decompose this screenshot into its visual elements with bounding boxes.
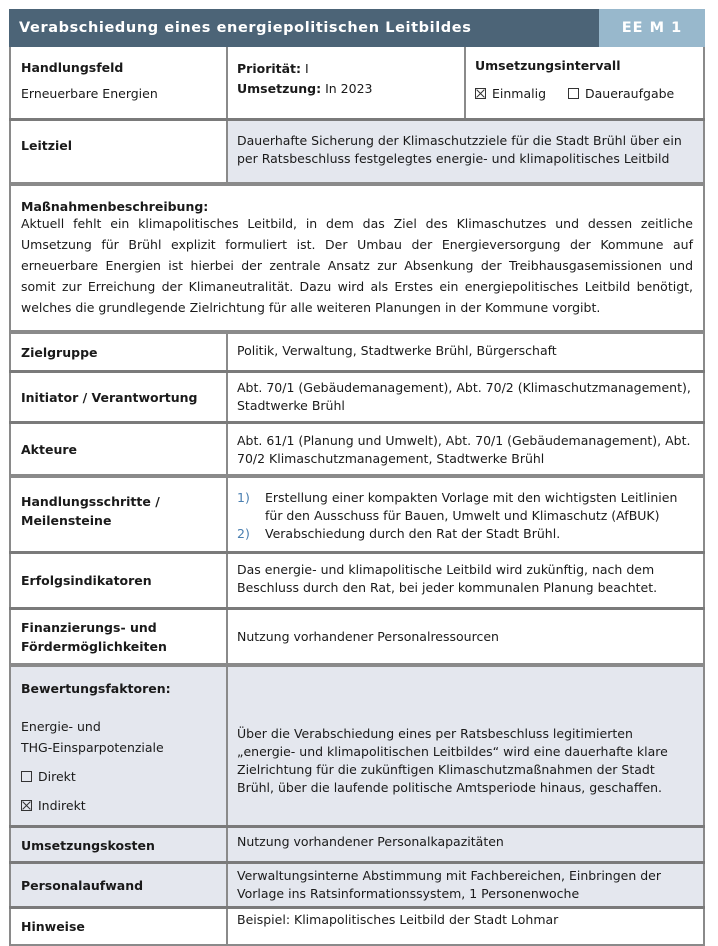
daueraufgabe-checkbox[interactable] [568,88,579,99]
list-item-number: 1) [237,490,250,505]
list-item-text: Erstellung einer kompakten Vorlage mit den wichtigsten Leitlinien für den Ausschuss für Bauen, Umwelt und Klimaschutz (AfBUK) [265,490,678,523]
initiator-text: Abt. 70/1 (Gebäudemanagement), Abt. 70/2 (Klimaschutzmanagement), Stadtwerke Brühl [237,380,691,413]
row-personalaufwand [9,864,705,906]
row-handlungsschritte [9,478,705,551]
leitziel-text: Dauerhafte Sicherung der Klimaschutzziele für die Stadt Brühl über ein per Ratsbeschluss festgelegtes energie- und klimapolitisches Leitbild [237,133,682,166]
initiator-label: Initiator / Verantwortung [21,389,198,405]
row-akteure [9,424,705,474]
indirekt-option [21,797,216,815]
leitziel-label: Leitziel [21,138,73,153]
hinweise-label: Hinweise [21,919,85,934]
schritte-list [237,489,694,543]
prioritaet-line [237,60,455,78]
list-item-text: Verabschiedung durch den Rat der Stadt Brühl. [265,526,561,541]
finanzierung-label-line1: Finanzierungs- und [21,620,157,635]
akteure-label: Akteure [21,441,77,457]
indirekt-checkbox[interactable] [21,800,32,811]
direkt-option [21,768,216,786]
sheet-header [9,9,705,47]
erfolg-text: Das energie- und klimapolitische Leitbild wird zukünftig, nach dem Beschluss durch den Rat, bei jeder kommunalen Planung beachtet. [237,562,658,595]
daueraufgabe-label: Daueraufgabe [584,86,675,101]
umsetzung-value: In 2023 [325,81,373,96]
row-overview [9,47,705,118]
beschreibung-text: Aktuell fehlt ein klimapolitisches Leitbild, in dem das Ziel des Klimaschutzes und dessen zeitliche Umsetzung für Brühl explizit formuliert ist. Der Umbau der Energieversorgung der Kommune auf erneuerbare Energien ist hierbei der zentrale Ansatz zur Absenkung der Treibhausgasemissionen und somit zur Erreichung der Klimaneutralität. Dazu wird als Erstes ein energiepolitisches Leitbild benötigt, welches die grundlegende Zielrichtung für alle weiteren Planungen in der Kommune vorgibt. [21,216,693,315]
bewertung-sub-line2: THG-Einsparpotenziale [21,740,164,755]
row-finanzierung [9,610,705,663]
handlungsfeld-value: Erneuerbare Energien [21,86,158,101]
list-item [237,525,694,543]
prioritaet-value: I [305,61,309,76]
hinweise-text: Beispiel: Klimapolitisches Leitbild der Stadt Lohmar [237,912,559,927]
direkt-label: Direkt [38,769,76,784]
row-erfolgsindikatoren [9,554,705,607]
finanzierung-label-line2: Fördermöglichkeiten [21,639,167,654]
handlungsfeld-label: Handlungsfeld [21,60,124,75]
kosten-text: Nutzung vorhandener Personalkapazitäten [237,834,504,849]
personal-text: Verwaltungsinterne Abstimmung mit Fachbereichen, Einbringen der Vorlage ins Ratsinformationssystem, 1 Personenwoche [237,868,662,901]
personal-label: Personalaufwand [21,877,144,893]
bewertung-text: Über die Verabschiedung eines per Ratsbeschluss legitimierten „energie- und klimapolitischen Leitbildes“ wird eine dauerhafte klare Zielrichtung für die zukünftigen Klimaschutzmaßnahmen der Stadt Brühl, über die laufende politische Amtsperiode hinaus, geschaffen. [237,726,668,795]
umsetzung-line [237,80,455,98]
intervall-options [475,85,694,103]
measure-sheet [9,9,705,934]
row-hinweise [9,909,705,946]
measure-code: EE M 1 [599,9,705,47]
row-umsetzungskosten [9,828,705,861]
bewertung-label: Bewertungsfaktoren: [21,681,171,696]
prioritaet-label: Priorität: [237,61,302,76]
row-leitziel [9,121,705,182]
einmalig-label: Einmalig [492,86,547,101]
zielgruppe-label: Zielgruppe [21,344,98,360]
list-item [237,489,694,525]
row-bewertung [9,667,705,825]
zielgruppe-text: Politik, Verwaltung, Stadtwerke Brühl, Bürgerschaft [237,343,557,358]
kosten-label: Umsetzungskosten [21,838,155,853]
row-zielgruppe [9,334,705,370]
akteure-text: Abt. 61/1 (Planung und Umwelt), Abt. 70/1 (Gebäudemanagement), Abt. 70/2 Klimaschutzmanagement, Stadtwerke Brühl [237,433,691,466]
list-item-number: 2) [237,526,250,541]
schritte-label-line1: Handlungsschritte / [21,494,160,509]
intervall-label: Umsetzungsintervall [475,58,621,73]
bewertung-sub-line1: Energie- und [21,719,101,734]
schritte-label-line2: Meilensteine [21,513,112,528]
direkt-checkbox[interactable] [21,771,32,782]
einmalig-checkbox[interactable] [475,88,486,99]
beschreibung-label: Maßnahmenbeschreibung: [21,199,209,214]
erfolg-label: Erfolgsindikatoren [21,573,152,588]
umsetzung-label: Umsetzung: [237,81,322,96]
finanzierung-text: Nutzung vorhandener Personalressourcen [237,628,499,644]
indirekt-label: Indirekt [38,798,86,813]
measure-title: Verabschiedung eines energiepolitischen Leitbildes [19,20,472,36]
row-beschreibung [9,186,705,330]
row-initiator [9,373,705,421]
